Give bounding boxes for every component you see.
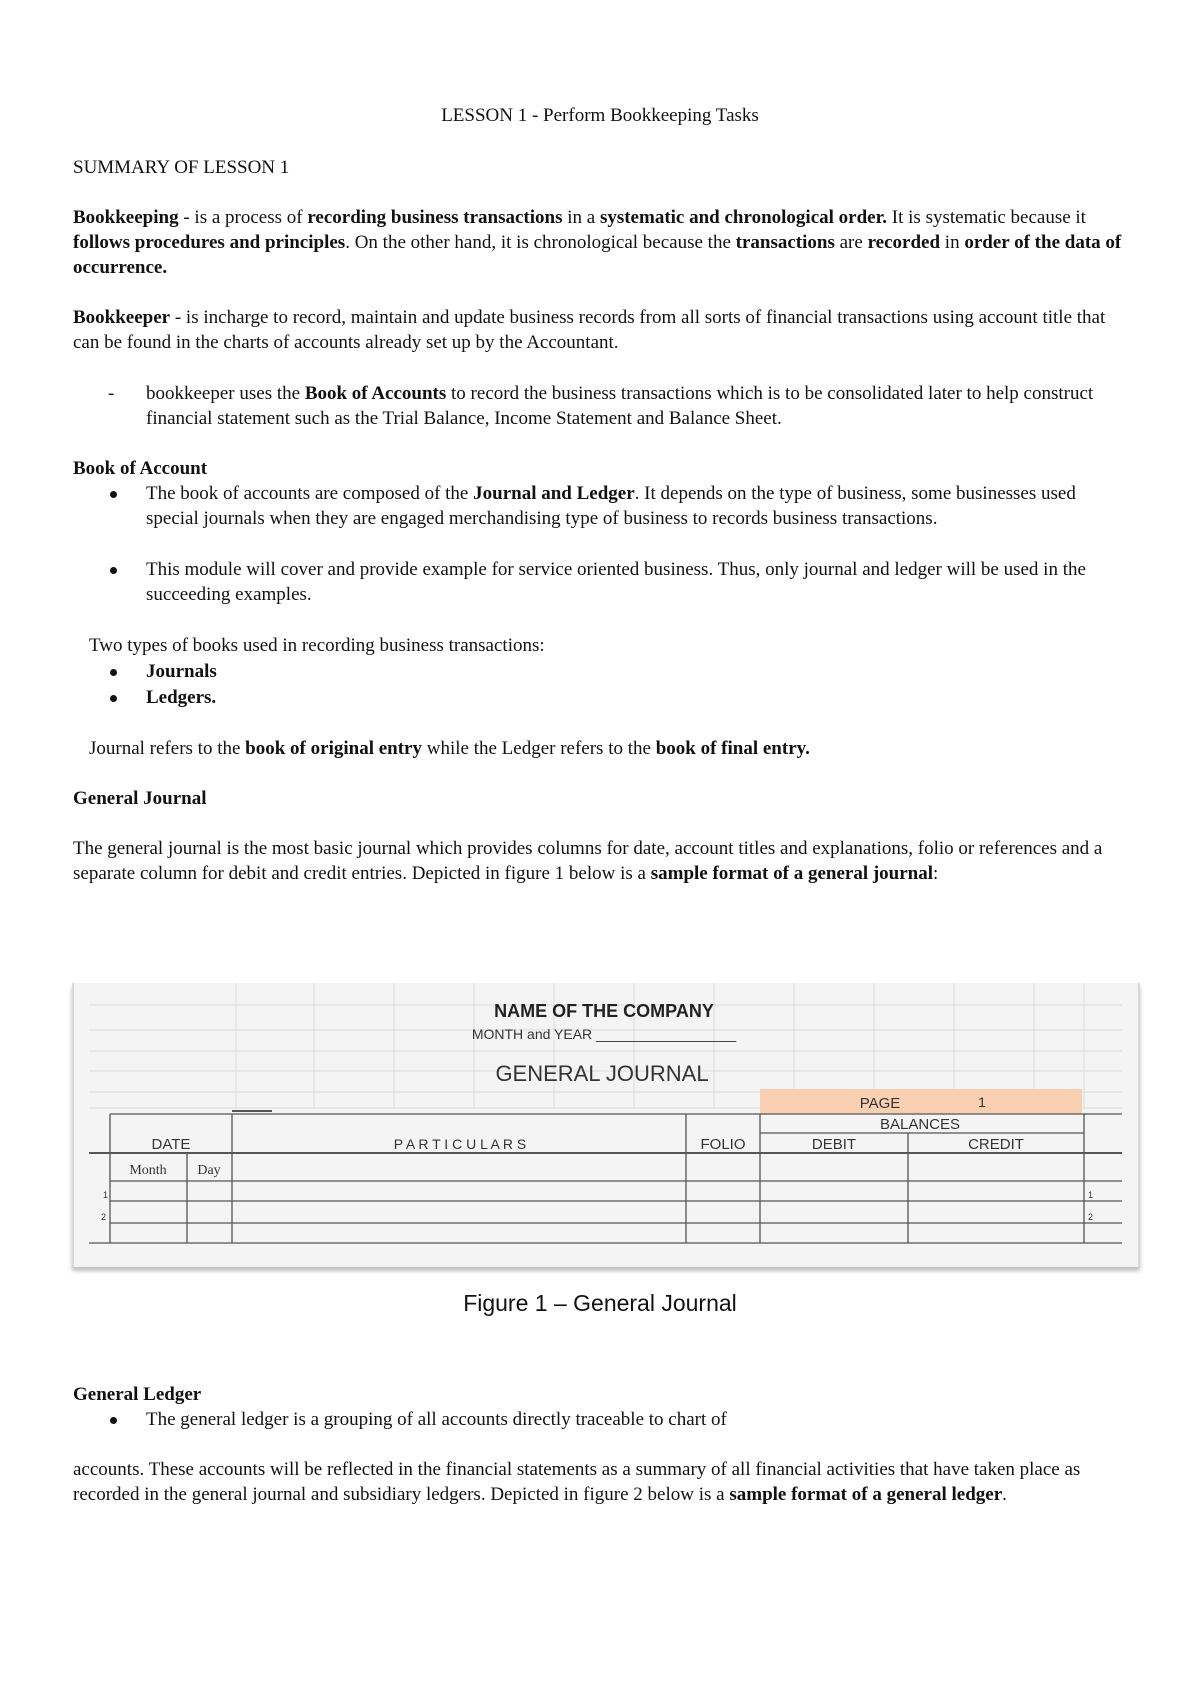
general-journal-heading [73, 786, 1133, 811]
bold-span: recorded [867, 232, 941, 253]
dash-list-item [108, 381, 1133, 433]
bold-span: book of final entry. [655, 738, 810, 759]
general-journal-figure [72, 983, 1140, 1267]
page-title: LESSON 1 - Perform Bookkeeping Tasks [441, 105, 759, 126]
bullet-icon [108, 557, 145, 582]
bookkeeper-term: Bookkeeper [73, 307, 171, 328]
bold-span: follows procedures and principles [73, 232, 346, 253]
text-span: accounts. These accounts will be reflected in the financial statements as a summary of all financial activities that have taken place as recorded in the general journal and subsidiary ledgers. Depicted in figure 2 below is a [73, 1459, 1081, 1505]
bold-span: book of original entry [245, 738, 422, 759]
list-item [108, 659, 1133, 684]
general-ledger-heading [73, 1382, 1133, 1407]
balances-header: BALANCES [879, 1116, 961, 1133]
row-number-right: 1 [1088, 1190, 1094, 1200]
text-span: : [933, 863, 939, 884]
month-year: MONTH and YEAR __________________ [471, 1026, 737, 1042]
bookkeeper-paragraph [73, 305, 1133, 355]
list-item-text: Ledgers. [146, 687, 217, 708]
heading-text: General Journal [73, 788, 207, 809]
journal-refers-paragraph [89, 736, 1129, 761]
text-span: The book of accounts are composed of the [146, 483, 474, 504]
text-span: are [834, 232, 868, 253]
list-item [108, 1407, 1133, 1432]
column-credit: CREDIT [968, 1136, 1024, 1153]
list-item-text [146, 481, 1133, 531]
bullet-icon [108, 481, 145, 506]
bullet-icon [108, 659, 145, 684]
company-name: NAME OF THE COMPANY [494, 1001, 714, 1021]
page-box [760, 1089, 1082, 1114]
bullet-icon [108, 1407, 145, 1432]
heading-text: General Ledger [73, 1384, 202, 1405]
subcolumn-month: Month [129, 1163, 167, 1178]
dash-item-text [146, 381, 1133, 431]
text-span: . It depends on the type of business, some businesses used special journals when they are engaged merchandising type of business to records business transactions. [146, 483, 1076, 529]
text-span: in [940, 232, 965, 253]
list-item-text: Journals [146, 661, 217, 682]
list-item-text: This module will cover and provide example for service oriented business. Thus, only journal and ledger will be used in the succeeding examples. [146, 559, 1086, 605]
journal-title: GENERAL JOURNAL [495, 1061, 709, 1086]
text-span: . [1002, 1484, 1007, 1505]
general-journal-paragraph [73, 836, 1133, 886]
text-span: The general journal is the most basic journal which provides columns for date, account titles and explanations, folio or references and a separate column for debit and credit entries. Depicted in figure 1 below is a [73, 838, 1103, 884]
row-number-left: 1 [103, 1190, 109, 1200]
text-span: - is incharge to record, maintain and update business records from all sorts of financial transactions using account title that can be found in the charts of accounts already set up by the Accountant. [73, 307, 1106, 353]
text-span: bookkeeper uses the [146, 383, 305, 404]
text-span: It is systematic because it [887, 207, 1086, 228]
figure-caption: Figure 1 – General Journal [463, 1290, 737, 1316]
column-debit: DEBIT [811, 1136, 857, 1153]
row-number-right: 2 [1088, 1212, 1094, 1222]
bold-span: Journal and Ledger [473, 483, 635, 504]
page-label: PAGE [859, 1095, 901, 1112]
column-date: DATE [151, 1136, 191, 1153]
text-span: to record the business transactions which is to be consolidated later to help construct financial statement such as the Trial Balance, Income Statement and Balance Sheet. [146, 383, 1094, 429]
bold-span: order of the data of occurrence. [73, 232, 1122, 278]
row-number-left: 2 [101, 1212, 107, 1222]
bold-span: Book of Accounts [304, 383, 447, 404]
list-item [108, 557, 1133, 609]
bullet-icon [108, 685, 145, 710]
list-item [108, 481, 1133, 557]
text-span: in a [562, 207, 600, 228]
bold-span: sample format of a general journal [650, 863, 934, 884]
text-span: - is a process of [178, 207, 308, 228]
page-number: 1 [978, 1094, 986, 1110]
bookkeeping-paragraph [73, 205, 1133, 280]
bold-span: systematic and chronological order. [599, 207, 888, 228]
bookkeeping-term: Bookkeeping [73, 207, 179, 228]
heading-text: Book of Account [73, 458, 208, 479]
bold-span: recording business transactions [307, 207, 563, 228]
list-item [108, 685, 1133, 710]
column-folio: FOLIO [700, 1136, 746, 1153]
column-particulars: P A R T I C U L A R S [393, 1136, 527, 1152]
bold-span: sample format of a general ledger [729, 1484, 1003, 1505]
book-of-account-heading [73, 456, 1133, 481]
text-span: Journal refers to the [89, 738, 246, 759]
list-item-text: The general ledger is a grouping of all accounts directly traceable to chart of [146, 1409, 727, 1430]
text-span: . On the other hand, it is chronological because the [345, 232, 736, 253]
general-journal-form [74, 983, 1138, 1267]
bold-span: transactions [735, 232, 835, 253]
text-span: while the Ledger refers to the [421, 738, 656, 759]
summary-heading: SUMMARY OF LESSON 1 [73, 157, 290, 178]
journal-table-lines [89, 1111, 1122, 1243]
two-types-intro: Two types of books used in recording business transactions: [89, 635, 545, 656]
dash-marker: - [108, 383, 115, 404]
subcolumn-day: Day [197, 1163, 221, 1178]
general-ledger-paragraph [73, 1457, 1133, 1507]
